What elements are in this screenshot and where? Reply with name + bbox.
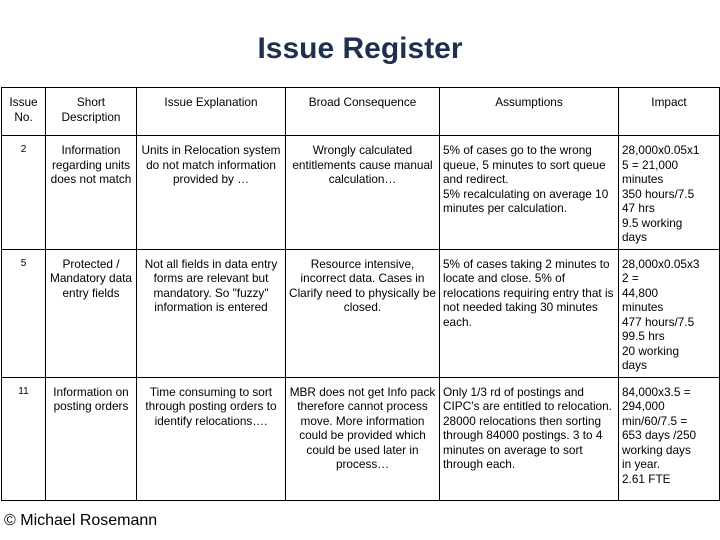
assumptions-cell: 5% of cases go to the wrong queue, 5 minutes to sort queue and redirect. 5% recalculating on average 10 minutes per calculation. (440, 136, 619, 250)
header-broad-consequence: Broad Consequence (286, 88, 440, 136)
page-title: Issue Register (257, 32, 463, 65)
table-row (2, 249, 720, 377)
assumptions-cell: Only 1/3 rd of postings and CIPC’s are entitled to relocation. 28000 relocations then sorting through 84000 postings. 3 to 4 minutes on average to sort through each. (440, 377, 619, 500)
copyright-footer: © Michael Rosemann (4, 512, 158, 529)
impact-cell: 84,000x3.5 = 294,000 min/60/7.5 = 653 days /250 working days in year. 2.61 FTE (619, 377, 720, 500)
assumptions-cell: 5% of cases taking 2 minutes to locate and close. 5% of relocations requiring entry that is not needed taking 30 minutes each. (440, 249, 619, 377)
issue-explanation-cell: Units in Relocation system do not match information provided by … (137, 136, 286, 250)
issue-register-table (1, 87, 720, 501)
short-description-cell: Protected / Mandatory data entry fields (46, 249, 137, 377)
broad-consequence-cell: Wrongly calculated entitlements cause manual calculation… (286, 136, 440, 250)
issue-explanation-cell: Not all fields in data entry forms are relevant but mandatory. So "fuzzy" information is entered (137, 249, 286, 377)
broad-consequence-cell: Resource intensive, incorrect data. Cases in Clarify need to physically be closed. (286, 249, 440, 377)
broad-consequence-cell: MBR does not get Info pack therefore cannot process move. More information could be provided which could be used later in process… (286, 377, 440, 500)
issue-no-cell: 5 (2, 249, 46, 377)
short-description-cell: Information on posting orders (46, 377, 137, 500)
header-impact: Impact (619, 88, 720, 136)
table-row (2, 377, 720, 500)
table-row (2, 136, 720, 250)
issue-explanation-cell: Time consuming to sort through posting orders to identify relocations…. (137, 377, 286, 500)
header-issue-explanation: Issue Explanation (137, 88, 286, 136)
short-description-cell: Information regarding units does not match (46, 136, 137, 250)
header-issue-no: Issue No. (2, 88, 46, 136)
header-short-description: Short Description (46, 88, 137, 136)
issue-no-cell: 11 (2, 377, 46, 500)
impact-cell: 28,000x0.05x1 5 = 21,000 minutes 350 hours/7.5 47 hrs 9.5 working days (619, 136, 720, 250)
issue-no-cell: 2 (2, 136, 46, 250)
table-header-row (2, 88, 720, 136)
header-assumptions: Assumptions (440, 88, 619, 136)
impact-cell: 28,000x0.05x3 2 = 44,800 minutes 477 hours/7.5 99.5 hrs 20 working days (619, 249, 720, 377)
